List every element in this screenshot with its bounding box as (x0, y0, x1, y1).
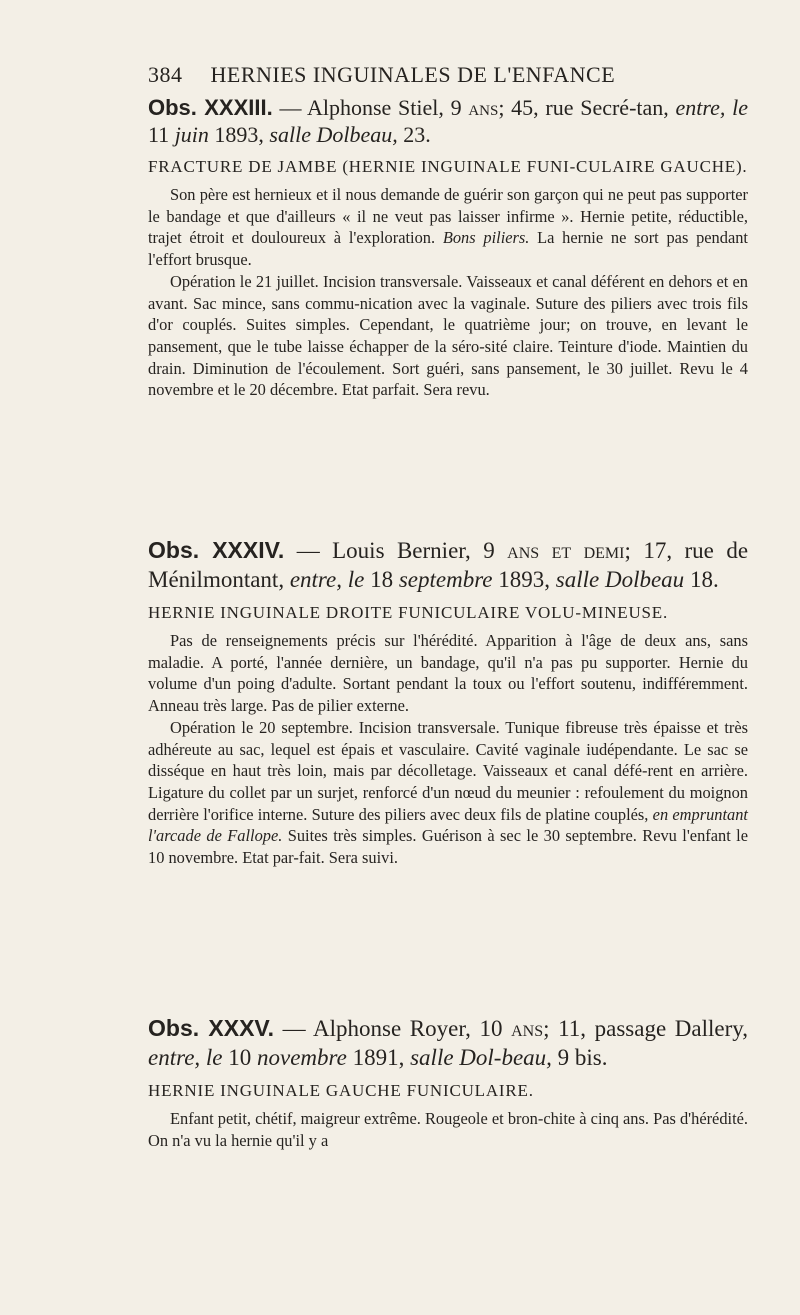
paragraph: Pas de renseignements précis sur l'hérédité. Apparition à l'âge de deux ans, sans maladie. A porté, l'année dernière, un bandage, qu'il n'a pas pu supporter. Hernie du volume d'un poing d'adulte. Sortant pendant la toux ou l'effort soutenu, indifféremment. Anneau très large. Pas de pilier externe. (148, 631, 748, 716)
heading-bed: 18. (684, 567, 719, 592)
paragraph: Opération le 21 juillet. Incision transversale. Vaisseaux et canal déférent en dehors et en avant. Sac mince, sans commu-nication avec la vaginale. Suture des piliers avec trois fils d'or couplés. Suites simples. Cependant, le quatrième jour; on trouve, en levant le pansement, que le tube laisse échapper de la séro-sité claire. Teinture d'iode. Maintien du drain. Diminution de l'écoulement. Sort guéri, sans pansement, le 30 juillet. Revu le 4 novembre et le 20 décembre. Etat parfait. Sera revu. (148, 271, 748, 400)
heading-entry: entre, le (675, 95, 749, 120)
heading-month: novembre (257, 1045, 347, 1070)
page-header (148, 62, 748, 88)
heading-entry: entre, le (289, 567, 365, 592)
diagnosis: FRACTURE DE JAMBE (HERNIE INGUINALE FUNI-CULAIRE GAUCHE). (148, 157, 748, 176)
heading-day: 18 (364, 567, 399, 592)
heading-bed: 9 bis. (551, 1045, 608, 1070)
heading-age-unit: ans (468, 95, 499, 120)
heading-month: septembre (398, 567, 493, 592)
heading-ward: salle Dolbeau (555, 567, 685, 592)
paragraph-text: Son père est hernieux et il nous demande de guérir son garçon qui ne peut pas supporter le bandage et que d'ailleurs « il ne veut pas laisser infirme ». Hernie petite, réductible, trajet étroit et douloureux à l'exploration. (148, 185, 748, 248)
observation-35 (148, 1014, 748, 1151)
heading-text: — Alphonse Royer, 10 (274, 1016, 512, 1041)
heading-month: juin (174, 122, 209, 147)
paragraph: Enfant petit, chétif, maigreur extrême. Rougeole et bron-chite à cinq ans. Pas d'hérédité. On n'a vu la hernie qu'il y a (148, 1109, 748, 1150)
diagnosis: HERNIE INGUINALE DROITE FUNICULAIRE VOLU-MINEUSE. (148, 603, 669, 622)
page-number: 384 (148, 62, 183, 87)
heading-address: ; 45, rue Secré-tan, (498, 95, 676, 120)
heading-ward: salle Dolbeau, (269, 122, 398, 147)
heading-age-unit: ans (511, 1016, 544, 1041)
running-title: HERNIES INGUINALES DE L'ENFANCE (210, 62, 616, 87)
observation-heading (148, 536, 748, 594)
paragraph-text: La hernie ne sort pas pendant l'effort brusque. (148, 228, 748, 270)
observation-label: Obs. XXXIII. (148, 95, 273, 120)
heading-ward: salle Dol-beau, (410, 1045, 552, 1070)
heading-day: 10 (222, 1045, 258, 1070)
paragraph-italic: Bons piliers. (442, 228, 530, 248)
observation-label: Obs. XXXIV. (148, 537, 285, 563)
observation-heading (148, 1014, 748, 1072)
paragraph (148, 184, 748, 271)
paragraph-text: Suites très simples. Guérison à sec le 30 septembre. Revu l'enfant le 10 novembre. Etat par-fait. Sera suivi. (148, 826, 748, 868)
heading-year: 1893, (208, 122, 270, 147)
paragraph (148, 717, 748, 869)
heading-age-unit: ans et demi (507, 538, 625, 563)
heading-year: 1891, (346, 1045, 411, 1070)
heading-address: ; 11, passage Dallery, (543, 1016, 748, 1041)
diagnosis: HERNIE INGUINALE GAUCHE FUNICULAIRE. (148, 1081, 534, 1100)
heading-entry: entre, le (148, 1045, 223, 1070)
heading-text: — Louis Bernier, 9 (284, 538, 508, 563)
heading-bed: 23. (397, 122, 431, 147)
observation-34 (148, 536, 748, 869)
heading-text: — Alphonse Stiel, 9 (272, 95, 469, 120)
paragraph-italic: en empruntant l'arcade de Fallope. (148, 804, 748, 846)
paragraph-text: Opération le 20 septembre. Incision transversale. Tunique fibreuse très épaisse et très adhéreute au sac, lequel est épais et vasculaire. Cavité vaginale iudépendante. Le sac se disséque en haut très loin, mais par décolletage. Vaisseaux et canal défé-rent en arrière. Ligature du collet par un surjet, renforcé d'un nœud du meunier : refoulement du moignon derrière l'orifice interne. Suture des piliers avec deux fils de platine couplés, (148, 717, 748, 824)
heading-year: 1893, (492, 567, 556, 592)
observation-label: Obs. XXXV. (148, 1015, 275, 1041)
heading-day: 11 (148, 122, 175, 147)
observation-33 (148, 94, 748, 401)
heading-address: ; 17, rue de Ménilmontant, (148, 538, 749, 592)
observation-heading (148, 94, 748, 148)
